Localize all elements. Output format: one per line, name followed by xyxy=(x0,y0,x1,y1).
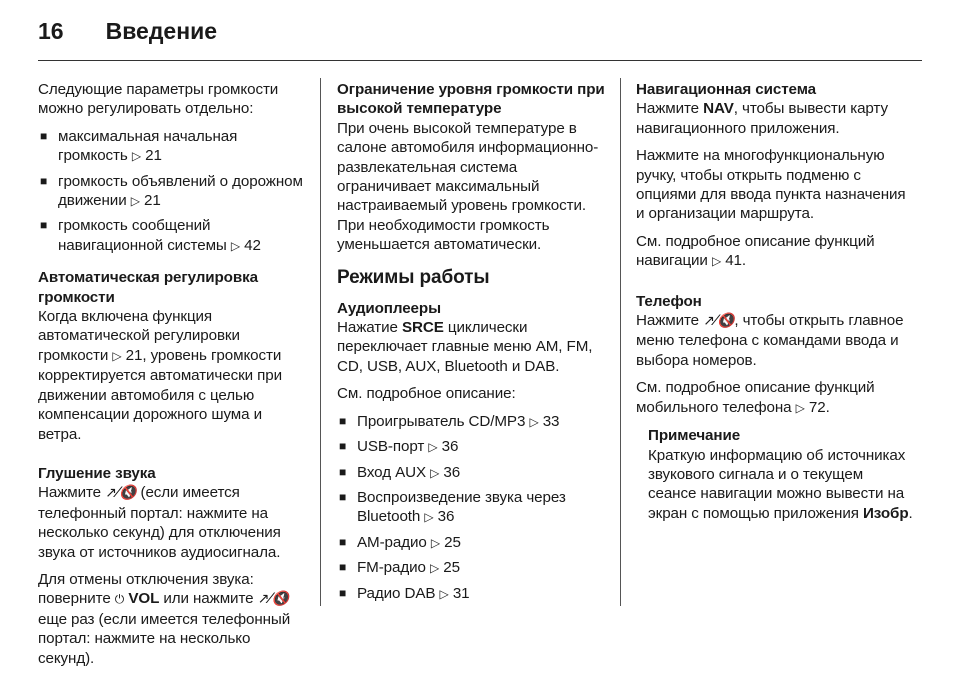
list-item: ■ Воспроизведение звука через Bluetooth ▷ 36 xyxy=(339,488,566,526)
page-ref-link[interactable]: 31 xyxy=(452,584,470,602)
audio-sources-list xyxy=(337,412,609,604)
page-ref-link[interactable]: 21 xyxy=(143,192,161,210)
arrow-ref-icon: ▷ xyxy=(424,510,434,525)
page-ref-link[interactable]: 36 xyxy=(441,438,459,456)
navigation-heading: Навигационная система xyxy=(636,81,816,98)
list-item: ■ Проигрыватель CD/MP3 ▷ 33 xyxy=(339,412,560,430)
arrow-ref-icon: ▷ xyxy=(112,348,122,363)
auto-volume-heading: Автоматическая регулировка громкости xyxy=(38,269,258,306)
arrow-ref-icon: ▷ xyxy=(430,465,440,480)
list-item: ■ USB-порт ▷ 36 xyxy=(339,438,459,456)
phone-heading: Телефон xyxy=(636,292,702,310)
navigation-text: Нажмите NAV, чтобы вывести карту навигационного приложения. xyxy=(636,100,888,137)
volume-list xyxy=(38,127,306,256)
mute-heading: Глушение звука xyxy=(38,464,156,482)
audio-players-heading: Аудиоплееры xyxy=(337,299,441,317)
page-title: Введение xyxy=(105,18,218,44)
arrow-ref-icon: ▷ xyxy=(428,440,438,455)
column-3 xyxy=(636,80,914,531)
arrow-ref-icon: ▷ xyxy=(711,254,722,269)
page-ref-link[interactable]: 25 xyxy=(444,533,461,551)
page-number: 16 xyxy=(38,18,64,44)
phone-mute-icon: ↗⁄🔇 xyxy=(257,591,289,608)
arrow-ref-icon: ▷ xyxy=(430,535,440,550)
page-header xyxy=(38,18,217,48)
page-ref-link[interactable]: 25 xyxy=(443,559,460,577)
page-ref-link[interactable]: 36 xyxy=(437,508,455,526)
column-2 xyxy=(337,80,609,616)
arrow-ref-icon: ▷ xyxy=(130,194,140,209)
list-item: ■ громкость объявлений о дорожном движении ▷ 21 xyxy=(40,172,303,210)
audio-players-text: Нажатие SRCE циклически переключает главные меню AM, FM, CD, USB, AUX, Bluetooth и DAB. xyxy=(337,319,593,375)
mute-text: Нажмите ↗⁄🔇 (если имеется телефонный портал: нажмите на несколько секунд) для отключения звука от источников аудиосигнала. xyxy=(38,484,281,561)
power-knob-icon: ⏻ xyxy=(114,592,125,607)
arrow-ref-icon: ▷ xyxy=(529,414,539,429)
list-item: ■ Радио DAB ▷ 31 xyxy=(339,584,470,602)
modes-heading: Режимы работы xyxy=(337,266,490,288)
arrow-ref-icon: ▷ xyxy=(430,561,440,576)
page-ref-link[interactable]: 36 xyxy=(443,463,461,481)
see-description: См. подробное описание: xyxy=(337,385,516,403)
navigation-see: См. подробное описание функций навигации ▷ 41. xyxy=(636,232,875,270)
page-ref-link[interactable]: 21 xyxy=(125,346,143,364)
page-ref-link[interactable]: 33 xyxy=(542,412,560,430)
header-rule xyxy=(38,60,922,61)
phone-mute-icon: ↗⁄🔇 xyxy=(703,313,735,330)
unmute-text: Для отмены отключения звука: поверните ⏻ VOL или нажмите ↗⁄🔇 еще раз (если имеется телефонный портал: нажмите на несколько секунд). xyxy=(38,570,291,667)
list-item: ■ АМ-радио ▷ 25 xyxy=(339,533,461,551)
phone-text: Нажмите ↗⁄🔇, чтобы открыть главное меню телефона с командами ввода и выбора номеров. xyxy=(636,312,904,369)
volume-limit-text: При очень высокой температуре в салоне автомобиля информационно-развлекательная система ограничивает максимальный настраиваемый уровень громкости. При необходимости громкость уменьшается автоматически. xyxy=(337,119,599,254)
phone-mute-icon: ↗⁄🔇 xyxy=(105,485,137,502)
column-divider-1 xyxy=(320,78,321,606)
column-divider-2 xyxy=(620,78,621,606)
volume-intro: Следующие параметры громкости можно регулировать отдельно: xyxy=(38,81,279,118)
volume-limit-heading: Ограничение уровня громкости при высокой температуре xyxy=(337,81,605,118)
note-text: Краткую информацию об источниках звукового сигнала и о текущем сеансе навигации можно вывести на экран с помощью приложения Изобр. xyxy=(648,446,913,522)
arrow-ref-icon: ▷ xyxy=(439,586,449,601)
note-heading: Примечание xyxy=(648,427,741,445)
page-ref-link[interactable]: 21 xyxy=(145,147,162,165)
list-item: ■ громкость сообщений навигационной системы ▷ 42 xyxy=(40,217,261,254)
phone-see: См. подробное описание функций мобильного телефона ▷ 72. xyxy=(636,379,875,416)
arrow-ref-icon: ▷ xyxy=(131,149,141,164)
page-ref-link[interactable]: 72 xyxy=(808,398,826,416)
arrow-ref-icon: ▷ xyxy=(230,238,241,253)
list-item: ■ Вход AUX ▷ 36 xyxy=(339,463,461,481)
arrow-ref-icon: ▷ xyxy=(795,400,805,415)
list-item: ■ максимальная начальная громкость ▷ 21 xyxy=(40,127,238,165)
column-1 xyxy=(38,80,306,676)
auto-volume-text: Когда включена функция автоматической регулировки громкости ▷ 21, уровень громкости корректируется автоматически при движении автомобиля с целью компенсации дорожного шума и ветра. xyxy=(38,308,282,443)
navigation-text-2: Нажмите на многофункциональную ручку, чтобы открыть подменю с опциями для ввода пункта назначения и организации маршрута. xyxy=(636,147,906,223)
page-ref-link[interactable]: 42 xyxy=(244,236,261,254)
note-block xyxy=(648,426,914,523)
list-item: ■ FM-радио ▷ 25 xyxy=(339,559,460,577)
page-ref-link[interactable]: 41 xyxy=(725,252,742,270)
